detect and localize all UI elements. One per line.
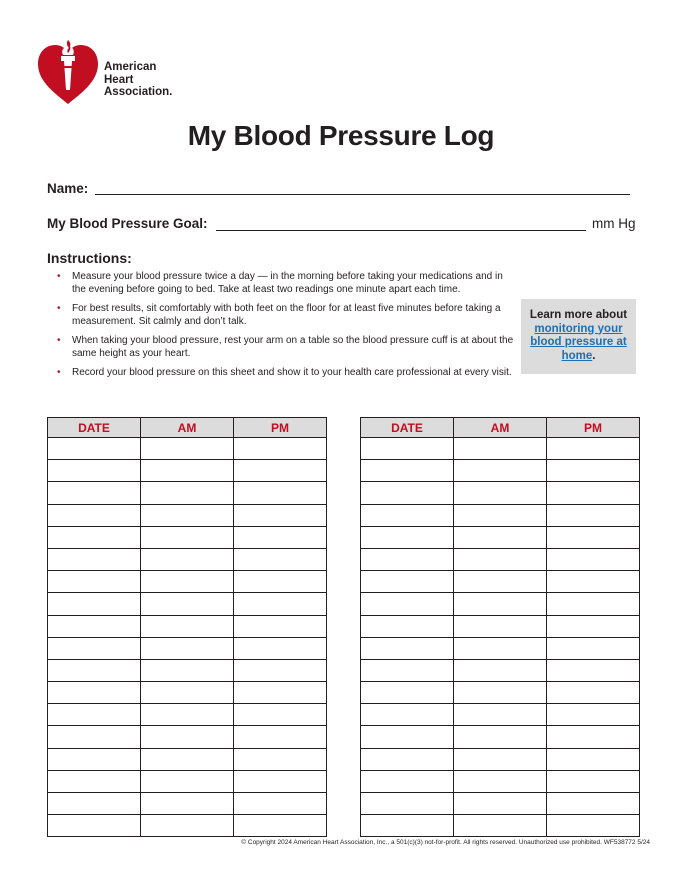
log-cell-date[interactable] (361, 526, 454, 548)
log-cell-date[interactable] (48, 438, 141, 460)
table-row (361, 682, 640, 704)
log-cell-am[interactable] (454, 482, 547, 504)
log-cell-am[interactable] (141, 748, 234, 770)
table-row (48, 748, 327, 770)
log-cell-pm[interactable] (547, 726, 640, 748)
table-row (48, 682, 327, 704)
log-cell-pm[interactable] (234, 548, 327, 570)
column-header-date: DATE (48, 418, 141, 438)
table-row (48, 637, 327, 659)
log-cell-am[interactable] (454, 682, 547, 704)
log-cell-pm[interactable] (234, 460, 327, 482)
log-cell-pm[interactable] (234, 682, 327, 704)
log-cell-date[interactable] (361, 748, 454, 770)
table-row (48, 526, 327, 548)
log-cell-am[interactable] (141, 726, 234, 748)
learn-more-text: Learn more about (529, 309, 628, 321)
log-cell-date[interactable] (48, 793, 141, 815)
learn-more-link-wrap (530, 323, 627, 362)
log-cell-date[interactable] (48, 748, 141, 770)
log-cell-pm[interactable] (547, 637, 640, 659)
table-row (48, 504, 327, 526)
table-row (48, 726, 327, 748)
log-cell-pm[interactable] (234, 571, 327, 593)
instruction-text: For best results, sit comfortably with both feet on the floor for at least five minutes before taking a measurement. Sit calmly and don’t talk. (72, 303, 501, 327)
log-cell-am[interactable] (454, 615, 547, 637)
table-row (361, 526, 640, 548)
log-cell-pm[interactable] (547, 815, 640, 837)
log-cell-date[interactable] (361, 548, 454, 570)
goal-label: My Blood Pressure Goal: (47, 216, 208, 231)
org-name-line: American (104, 61, 157, 73)
log-cell-am[interactable] (454, 793, 547, 815)
log-cell-pm[interactable] (547, 593, 640, 615)
name-label: Name: (47, 181, 89, 196)
log-table-right (360, 417, 640, 837)
log-cell-pm[interactable] (234, 726, 327, 748)
log-cell-date[interactable] (361, 659, 454, 681)
log-cell-pm[interactable] (547, 704, 640, 726)
log-cell-am[interactable] (454, 748, 547, 770)
table-row (48, 548, 327, 570)
name-field[interactable] (95, 194, 630, 195)
column-header-am: AM (141, 418, 234, 438)
log-cell-pm[interactable] (234, 615, 327, 637)
copyright-notice: © Copyright 2024 American Heart Association, Inc., a 501(c)(3) not-for-profit. All rights reserved. Unauthorized use prohibited. WF538772 5/24 (241, 839, 650, 846)
log-cell-am[interactable] (141, 526, 234, 548)
table-row (361, 482, 640, 504)
log-cell-am[interactable] (141, 704, 234, 726)
table-row (361, 571, 640, 593)
table-row (361, 637, 640, 659)
log-cell-date[interactable] (48, 615, 141, 637)
log-cell-pm[interactable] (547, 770, 640, 792)
log-cell-pm[interactable] (234, 526, 327, 548)
column-header-date: DATE (361, 418, 454, 438)
instructions-heading: Instructions: (47, 250, 132, 266)
bullet-icon: • (57, 271, 61, 282)
log-cell-am[interactable] (141, 548, 234, 570)
log-cell-pm[interactable] (234, 793, 327, 815)
log-cell-date[interactable] (361, 704, 454, 726)
log-table-left (47, 417, 327, 837)
log-cell-date[interactable] (361, 815, 454, 837)
log-cell-am[interactable] (141, 682, 234, 704)
table-row (361, 748, 640, 770)
log-cell-date[interactable] (48, 659, 141, 681)
table-row (361, 438, 640, 460)
instruction-text: Measure your blood pressure twice a day — in the morning before taking your medications and in the evening before going to bed. Take at least two readings one minute apart each time. (72, 271, 503, 295)
table-row (48, 593, 327, 615)
log-cell-date[interactable] (361, 504, 454, 526)
log-cell-date[interactable] (361, 438, 454, 460)
log-cell-date[interactable] (361, 793, 454, 815)
log-cell-am[interactable] (141, 793, 234, 815)
table-row (48, 659, 327, 681)
log-cell-am[interactable] (454, 548, 547, 570)
table-row (361, 593, 640, 615)
table-row (361, 770, 640, 792)
log-cell-pm[interactable] (234, 593, 327, 615)
log-cell-am[interactable] (141, 770, 234, 792)
table-row (361, 815, 640, 837)
org-name-line: Association. (104, 86, 173, 98)
log-cell-am[interactable] (454, 637, 547, 659)
log-cell-date[interactable] (48, 460, 141, 482)
log-cell-am[interactable] (454, 770, 547, 792)
log-cell-date[interactable] (48, 526, 141, 548)
table-row (361, 615, 640, 637)
goal-unit: mm Hg (592, 216, 636, 231)
log-cell-date[interactable] (48, 704, 141, 726)
log-cell-date[interactable] (48, 504, 141, 526)
log-cell-date[interactable] (361, 637, 454, 659)
log-cell-pm[interactable] (547, 793, 640, 815)
column-header-pm: PM (547, 418, 640, 438)
list-item (47, 270, 517, 296)
log-cell-am[interactable] (141, 615, 234, 637)
log-cell-date[interactable] (361, 571, 454, 593)
log-cell-am[interactable] (454, 438, 547, 460)
log-cell-am[interactable] (454, 526, 547, 548)
log-cell-pm[interactable] (547, 682, 640, 704)
log-cell-pm[interactable] (234, 504, 327, 526)
log-cell-am[interactable] (454, 726, 547, 748)
bullet-icon: • (57, 303, 61, 314)
instruction-text: When taking your blood pressure, rest your arm on a table so the blood pressure cuff is at about the same height as your heart. (72, 335, 514, 359)
log-cell-date[interactable] (361, 482, 454, 504)
log-cell-pm[interactable] (234, 815, 327, 837)
bullet-icon: • (57, 367, 61, 378)
table-row (48, 615, 327, 637)
log-cell-am[interactable] (454, 593, 547, 615)
log-cell-am[interactable] (141, 637, 234, 659)
table-row (361, 726, 640, 748)
log-cell-pm[interactable] (234, 482, 327, 504)
log-cell-date[interactable] (48, 770, 141, 792)
table-row (48, 438, 327, 460)
log-cell-pm[interactable] (547, 615, 640, 637)
log-cell-date[interactable] (48, 815, 141, 837)
instructions-list (47, 270, 517, 385)
table-row (48, 793, 327, 815)
log-cell-date[interactable] (361, 682, 454, 704)
bullet-icon: • (57, 335, 61, 346)
log-cell-am[interactable] (141, 659, 234, 681)
table-row (48, 815, 327, 837)
table-row (361, 460, 640, 482)
log-cell-pm[interactable] (547, 504, 640, 526)
american-heart-association-logo (36, 30, 100, 106)
log-cell-am[interactable] (454, 460, 547, 482)
table-row (48, 770, 327, 792)
table-row (48, 571, 327, 593)
column-header-pm: PM (234, 418, 327, 438)
table-row (361, 659, 640, 681)
table-row (361, 504, 640, 526)
log-cell-pm[interactable] (547, 659, 640, 681)
log-cell-am[interactable] (141, 815, 234, 837)
log-cell-pm[interactable] (547, 438, 640, 460)
log-cell-date[interactable] (361, 593, 454, 615)
log-cell-am[interactable] (454, 815, 547, 837)
page-title: My Blood Pressure Log (187, 120, 495, 151)
log-cell-am[interactable] (141, 482, 234, 504)
log-cell-pm[interactable] (234, 637, 327, 659)
table-row (361, 793, 640, 815)
org-name-line: Heart (104, 73, 134, 86)
log-cell-pm[interactable] (234, 659, 327, 681)
table-row (361, 548, 640, 570)
list-item (47, 302, 517, 328)
log-cell-date[interactable] (361, 460, 454, 482)
log-cell-pm[interactable] (547, 482, 640, 504)
log-cell-date[interactable] (48, 682, 141, 704)
list-item (47, 366, 517, 379)
log-cell-date[interactable] (48, 548, 141, 570)
log-cell-date[interactable] (361, 770, 454, 792)
torch-cup (61, 56, 75, 61)
log-cell-am[interactable] (454, 571, 547, 593)
table-row (48, 460, 327, 482)
log-cell-date[interactable] (361, 615, 454, 637)
organization-name (104, 61, 172, 99)
log-cell-am[interactable] (454, 504, 547, 526)
log-cell-pm[interactable] (234, 438, 327, 460)
log-cell-pm[interactable] (547, 460, 640, 482)
log-cell-date[interactable] (48, 593, 141, 615)
monitoring-link[interactable]: monitoring your blood pressure at home (530, 322, 627, 362)
list-item (47, 334, 517, 360)
log-cell-date[interactable] (361, 726, 454, 748)
log-cell-date[interactable] (48, 482, 141, 504)
log-cell-am[interactable] (141, 593, 234, 615)
log-cell-pm[interactable] (547, 748, 640, 770)
log-cell-pm[interactable] (234, 770, 327, 792)
log-cell-am[interactable] (454, 704, 547, 726)
log-cell-pm[interactable] (547, 548, 640, 570)
log-cell-am[interactable] (141, 438, 234, 460)
log-cell-pm[interactable] (234, 704, 327, 726)
log-cell-pm[interactable] (547, 571, 640, 593)
log-cell-am[interactable] (141, 504, 234, 526)
log-cell-date[interactable] (48, 571, 141, 593)
table-row (48, 482, 327, 504)
log-cell-pm[interactable] (547, 526, 640, 548)
instruction-text: Record your blood pressure on this sheet and show it to your health care professional at every visit. (72, 367, 512, 378)
log-cell-am[interactable] (141, 571, 234, 593)
log-cell-am[interactable] (141, 460, 234, 482)
learn-more-box (521, 299, 636, 374)
log-cell-date[interactable] (48, 637, 141, 659)
link-period: . (592, 349, 596, 362)
log-cell-am[interactable] (454, 659, 547, 681)
log-cell-pm[interactable] (234, 748, 327, 770)
table-row (48, 704, 327, 726)
table-row (361, 704, 640, 726)
column-header-am: AM (454, 418, 547, 438)
log-cell-date[interactable] (48, 726, 141, 748)
goal-field[interactable] (216, 230, 586, 231)
